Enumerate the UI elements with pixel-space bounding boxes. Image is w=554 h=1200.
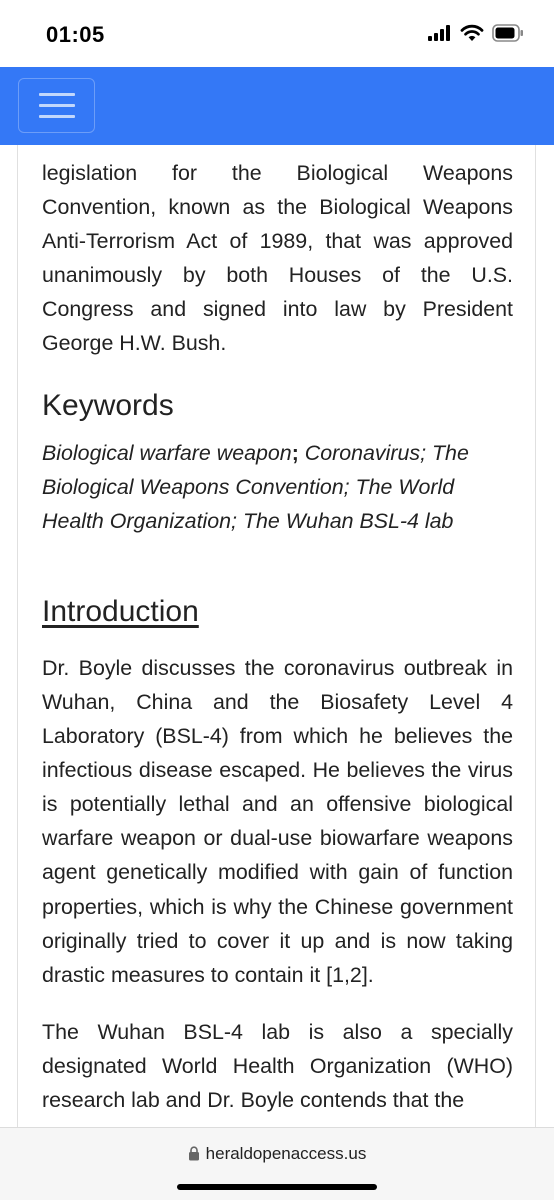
keywords-heading: Keywords	[42, 388, 174, 422]
keywords-rest: Coronavirus; The Biological Weapons Convention; The World Health Organization; The Wuhan BSL-4 lab	[42, 440, 469, 533]
keyword-separator: ;	[291, 440, 299, 465]
status-time: 01:05	[46, 22, 105, 47]
intro-paragraph-2: The Wuhan BSL-4 lab is also a specially designated World Health Organization (WHO) research lab and Dr. Boyle contends that the	[42, 1019, 513, 1112]
wifi-icon	[460, 24, 484, 47]
browser-bottom-bar	[0, 1127, 554, 1200]
cellular-signal-icon	[428, 25, 452, 46]
abstract-tail: legislation for the Biological Weapons Convention, known as the Biological Weapons Anti-Terrorism Act of 1989, that was approved unanimously by both Houses of the U.S. Congress and signed into law by President George H.W. Bush.	[42, 161, 513, 356]
article-frame	[17, 145, 536, 1130]
keyword-first: Biological warfare weapon	[42, 440, 292, 465]
intro-paragraph-1: Dr. Boyle discusses the coronavirus outbreak in Wuhan, China and the Biosafety Level 4 Laboratory (BSL-4) from which he believes the infectious disease escaped. He believes the virus is potentially lethal and an offensive biological warfare weapon or dual-use biowarfare weapons agent genetically modified with gain of function properties, which is why the Chinese government originally tried to cover it up and is now taking drastic measures to contain it [1,2].	[42, 655, 513, 987]
home-indicator[interactable]	[177, 1184, 377, 1190]
keywords-list	[42, 436, 513, 538]
url-text: heraldopenaccess.us	[205, 1144, 367, 1163]
lock-icon	[188, 1146, 200, 1166]
address-bar[interactable]	[0, 1144, 554, 1166]
status-bar	[0, 0, 554, 67]
article-body	[42, 156, 513, 1117]
menu-toggle-button[interactable]	[18, 78, 95, 133]
site-navbar	[0, 67, 554, 145]
battery-icon	[492, 24, 524, 47]
introduction-heading: Introduction	[42, 594, 199, 628]
status-icons	[428, 24, 524, 46]
